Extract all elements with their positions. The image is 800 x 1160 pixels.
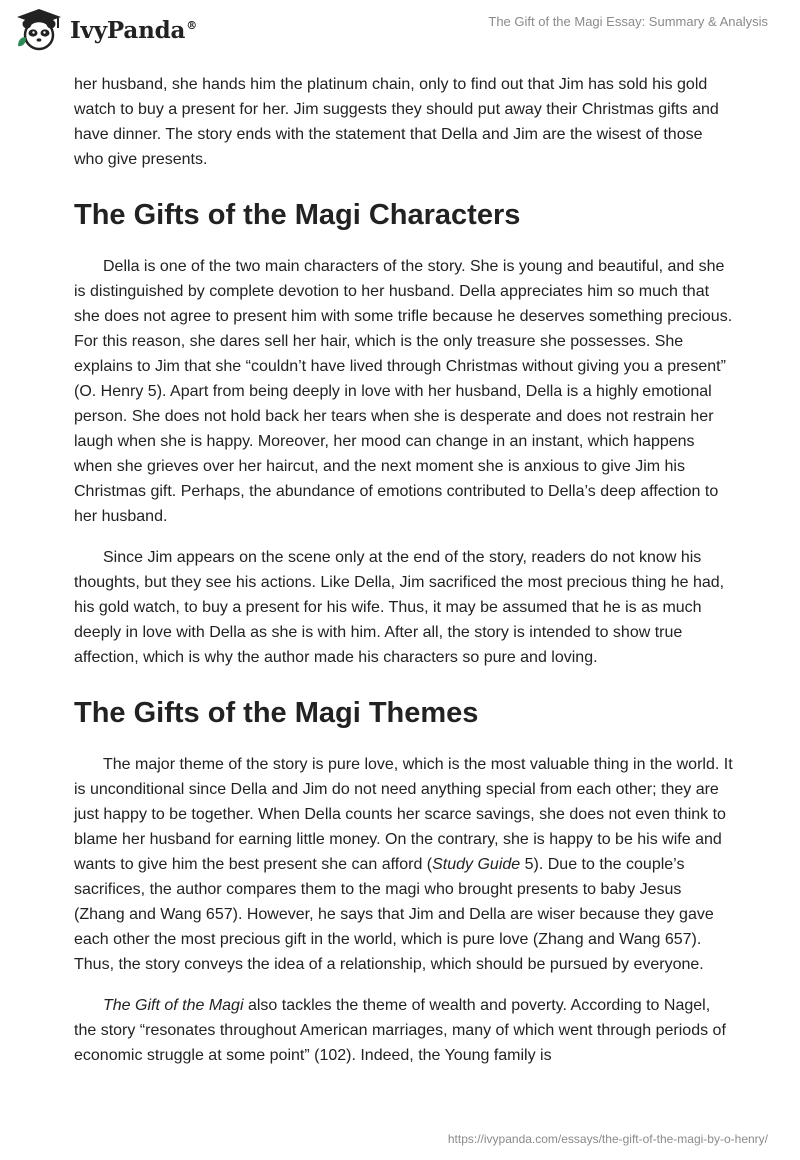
page-header	[0, 0, 800, 70]
paragraph-summary-end: her husband, she hands him the platinum chain, only to find out that Jim has sold his gold watch to buy a present for her. Jim suggests they should put away their Christmas gifts and have dinner. The story ends with the statement that Della and Jim are the wisest of those who give presents.	[74, 76, 719, 168]
citation-study-guide: Study Guide	[432, 856, 521, 873]
heading-themes: The Gifts of the Magi Themes	[74, 697, 479, 729]
document-title: The Gift of the Magi Essay: Summary & Analysis	[488, 14, 768, 29]
brand-name: IvyPanda®	[70, 16, 197, 44]
heading-characters: The Gifts of the Magi Characters	[74, 199, 521, 231]
panda-graduate-icon	[14, 8, 64, 52]
essay-content	[74, 72, 734, 1084]
paragraph-della: Della is one of the two main characters of the story. She is young and beautiful, and she is distinguished by complete devotion to her husband. Della appreciates him so much that she does not agree to present him with some trifle because he deserves something precious. For this reason, she dares sell her hair, which is the only treasure she possesses. She explains to Jim that she “couldn’t have lived through Christmas without giving you a present” (O. Henry 5). Apart from being deeply in love with her husband, Della is a highly emotional person. She does not hold back her tears when she is desperate and does not restrain her laugh when she is happy. Moreover, her mood can change in an instant, which happens when she grieves over her haircut, and the next moment she is anxious to give Jim his Christmas gift. Perhaps, the abundance of emotions contributed to Della’s deep affection to her husband.	[74, 258, 733, 525]
paragraph-jim: Since Jim appears on the scene only at the end of the story, readers do not know his thoughts, but they see his actions. Like Della, Jim sacrificed the most precious thing he had, his gold watch, to buy a present for his wife. Thus, it may be assumed that he is as much deeply in love with Della as she is with him. After all, the story is intended to show true affection, which is why the author made his characters so pure and loving.	[74, 549, 725, 666]
source-url[interactable]: https://ivypanda.com/essays/the-gift-of-the-magi-by-o-henry/	[447, 1132, 768, 1146]
ivypanda-logo[interactable]	[14, 8, 197, 52]
paragraph-wealth-poverty: The Gift of the Magi also tackles the theme of wealth and poverty. According to Nagel, the story “resonates throughout American marriages, many of which went through periods of economic struggle at some point” (102). Indeed, the Young family is	[74, 997, 726, 1064]
paragraph-pure-love: The major theme of the story is pure love, which is the most valuable thing in the world. It is unconditional since Della and Jim do not need anything special from each other; they are just happy to be together. When Della counts her scarce savings, she does not even think to blame her husband for earning little money. On the contrary, she is happy to be his wife and wants to give him the best present she can afford (Study Guide 5). Due to the couple’s sacrifices, the author compares them to the magi who brought presents to baby Jesus (Zhang and Wang 657). However, he says that Jim and Della are wiser because they gave each other the most precious gift in the world, which is pure love (Zhang and Wang 657). Thus, the story conveys the idea of a relationship, which should be pursued by everyone.	[74, 756, 733, 973]
book-title: The Gift of the Magi	[103, 997, 244, 1014]
